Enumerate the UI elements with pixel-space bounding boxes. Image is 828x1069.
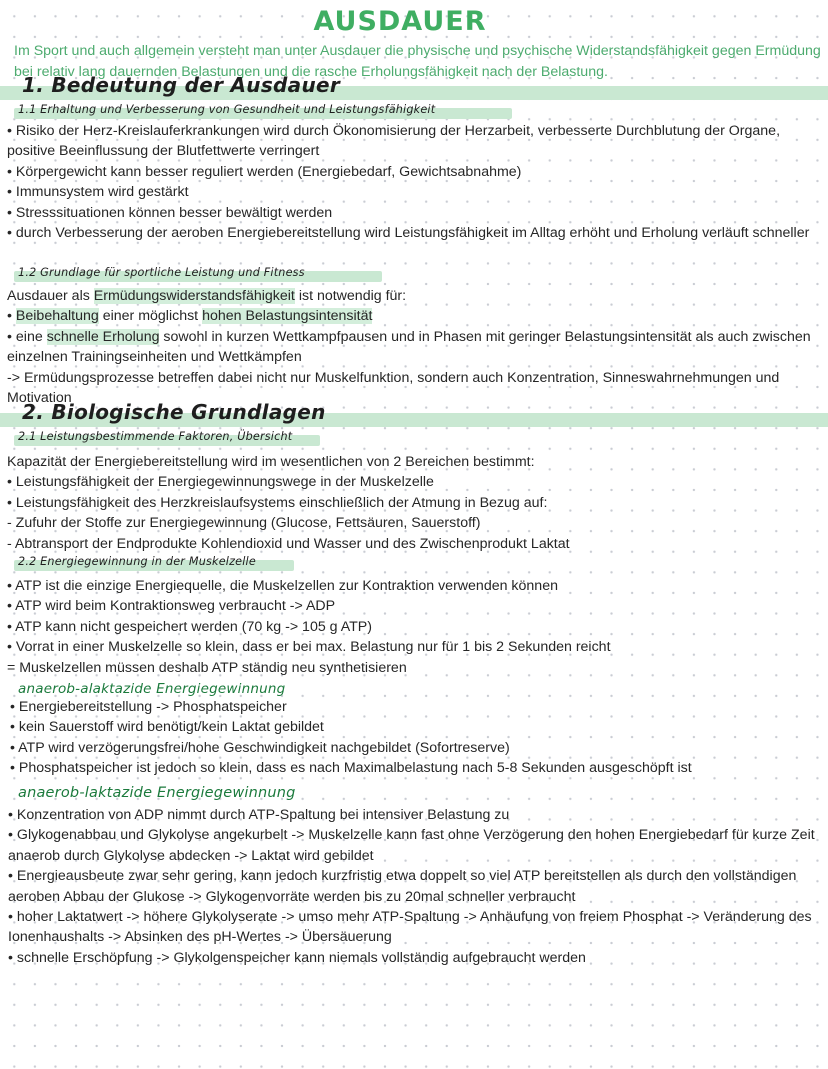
subsection-2-2-body: [7, 576, 822, 678]
text: Ausdauer als: [7, 288, 94, 304]
list-item: • ATP wird beim Kontraktionsweg verbraucht -> ADP: [7, 598, 336, 615]
alaktazid-heading: anaerob-alaktazide Energiegewinnung: [18, 681, 286, 697]
list-item: • Immunsystem wird gestärkt: [7, 184, 189, 201]
list-item: • Glykogenabbau und Glykolyse angekurbelt -> Muskelzelle kann fast ohne Verzögerung den hohen Energiebedarf für kurze Zeit anaerob durch Glykolyse abdecken -> Laktat wird gebildet: [8, 827, 815, 864]
intro-text: Im Sport und auch allgemein versteht man unter Ausdauer die physische und psychische Widerstandsfähigkeit gegen Ermüdung bei relativ lang dauernden Belastungen und die rasche Erholungsfähigkeit nach der Belastung.: [14, 43, 821, 80]
subsection-1-2-heading: [14, 266, 382, 282]
laktazid-heading: anaerob-laktazide Energiegewinnung: [18, 785, 296, 801]
list-item: [7, 327, 822, 368]
subsection-2-2-heading: [14, 555, 294, 571]
text: einer möglichst: [98, 308, 203, 325]
list-item: • schnelle Erschöpfung -> Glykolgenspeicher kann niemals vollständig aufgebraucht werden: [8, 949, 586, 966]
section-2-heading: [0, 400, 828, 427]
list-item: = Muskelzellen müssen deshalb ATP ständig neu synthetisieren: [7, 659, 407, 676]
subsection-1-1-body: [7, 121, 822, 243]
list-item: • Risiko der Herz-Kreislauferkrankungen wird durch Ökonomisierung der Herzarbeit, verbesserte Durchblutung der Organe, positive Beeinflussung der Blutfettwerte verringert: [7, 123, 781, 160]
text: sowohl in kurzen Wettkampfpausen und in Phasen mit geringer Belastungsintensität als auch zwischen einzelnen Trainingseinheiten und Wettkämpfen: [7, 328, 811, 366]
body-line: Kapazität der Energiebereitstellung wird im wesentlichen von 2 Bereichen bestimmt:: [7, 454, 535, 470]
list-item: - Zufuhr der Stoffe zur Energiegewinnung (Glucose, Fettsäuren, Sauerstoff): [7, 515, 481, 532]
body-line: [7, 286, 822, 306]
section-2-heading-text: 2. Biologische Grundlagen: [22, 400, 326, 424]
subsection-2-1-heading-text: 2.1 Leistungsbestimmende Faktoren, Übersicht: [18, 430, 293, 443]
alaktazid-body: [10, 697, 825, 779]
highlight: Beibehaltung: [15, 308, 99, 325]
list-item: • ATP ist die einzige Energiequelle, die Muskelzellen zur Kontraktion verwenden können: [7, 578, 558, 594]
list-item: • Leistungsfähigkeit der Energiegewinnungswege in der Muskelzelle: [7, 474, 434, 491]
list-item: • ATP wird verzögerungsfrei/hohe Geschwindigkeit nachgebildet (Sofortreserve): [10, 739, 510, 756]
list-item: • Körpergewicht kann besser reguliert werden (Energiebedarf, Gewichtsabnahme): [7, 163, 522, 180]
list-item: • kein Sauerstoff wird benötigt/kein Laktat gebildet: [10, 719, 324, 736]
subsection-1-1-heading-text: 1.1 Erhaltung und Verbesserung von Gesundheit und Leistungsfähigkeit: [18, 103, 436, 116]
list-item: • Stresssituationen können besser bewältigt werden: [7, 204, 333, 221]
list-item: • durch Verbesserung der aeroben Energiebereitstellung wird Leistungsfähigkeit im Alltag erhöht und Erholung verläuft schneller: [7, 225, 810, 242]
subsection-1-2-body: [7, 286, 822, 408]
list-item: • ATP kann nicht gespeichert werden (70 kg -> 105 g ATP): [7, 618, 372, 635]
list-item: • Phosphatspeicher ist jedoch so klein, dass es nach Maximalbelastung nach 5-8 Sekunden ausgeschöpft ist: [10, 760, 692, 777]
laktazid-body: [8, 805, 823, 968]
list-item: • hoher Laktatwert -> höhere Glykolyserate -> umso mehr ATP-Spaltung -> Anhäufung von freiem Phosphat -> Veränderung des Ionenhaushalts -> Absinken des pH-Wertes -> Übersäuerung: [8, 909, 812, 946]
list-item: - Abtransport der Endprodukte Kohlendioxid und Wasser und des Zwischenprodukt Laktat: [7, 535, 570, 552]
highlight: hohen Belastungsintensität: [202, 308, 373, 325]
list-item: • Konzentration von ADP nimmt durch ATP-Spaltung bei intensiver Belastung zu: [8, 807, 510, 823]
page-title: AUSDAUER: [313, 6, 487, 37]
highlight: schnelle Erholung: [46, 328, 160, 345]
text: •: [7, 308, 16, 325]
body-line: -> Ermüdungsprozesse betreffen dabei nicht nur Muskelfunktion, sondern auch Konzentration, Sinneswahrnehmungen und Motivation: [7, 369, 780, 407]
list-item: [7, 306, 822, 326]
section-1-heading-text: 1. Bedeutung der Ausdauer: [22, 73, 341, 97]
list-item: • Energieausbeute zwar sehr gering, kann jedoch kurzfristig etwa doppelt so viel ATP bereitstellen als durch den vollständigen aeroben Abbau der Glukose -> Glykogenvorräte werden bis zu 20mal schneller verbraucht: [8, 868, 797, 905]
section-1-heading: [0, 73, 828, 100]
subsection-1-1-heading: [14, 103, 512, 119]
subsection-2-1-body: [7, 452, 822, 554]
list-item: • Vorrat in einer Muskelzelle so klein, dass er bei max. Belastung nur für 1 bis 2 Sekunden reicht: [7, 639, 611, 656]
list-item: • Energiebereitstellung -> Phosphatspeicher: [10, 699, 287, 715]
subsection-2-2-heading-text: 2.2 Energiegewinnung in der Muskelzelle: [18, 555, 256, 568]
text: ist notwendig für:: [294, 288, 407, 304]
highlight: Ermüdungswiderstandsfähigkeit: [93, 288, 295, 304]
subsection-1-2-heading-text: 1.2 Grundlage für sportliche Leistung und Fitness: [18, 266, 305, 279]
subsection-2-1-heading: [14, 430, 320, 446]
list-item: • Leistungsfähigkeit des Herzkreislaufsystems einschließlich der Atmung in Bezug auf:: [7, 494, 548, 511]
text: • eine: [7, 328, 47, 345]
